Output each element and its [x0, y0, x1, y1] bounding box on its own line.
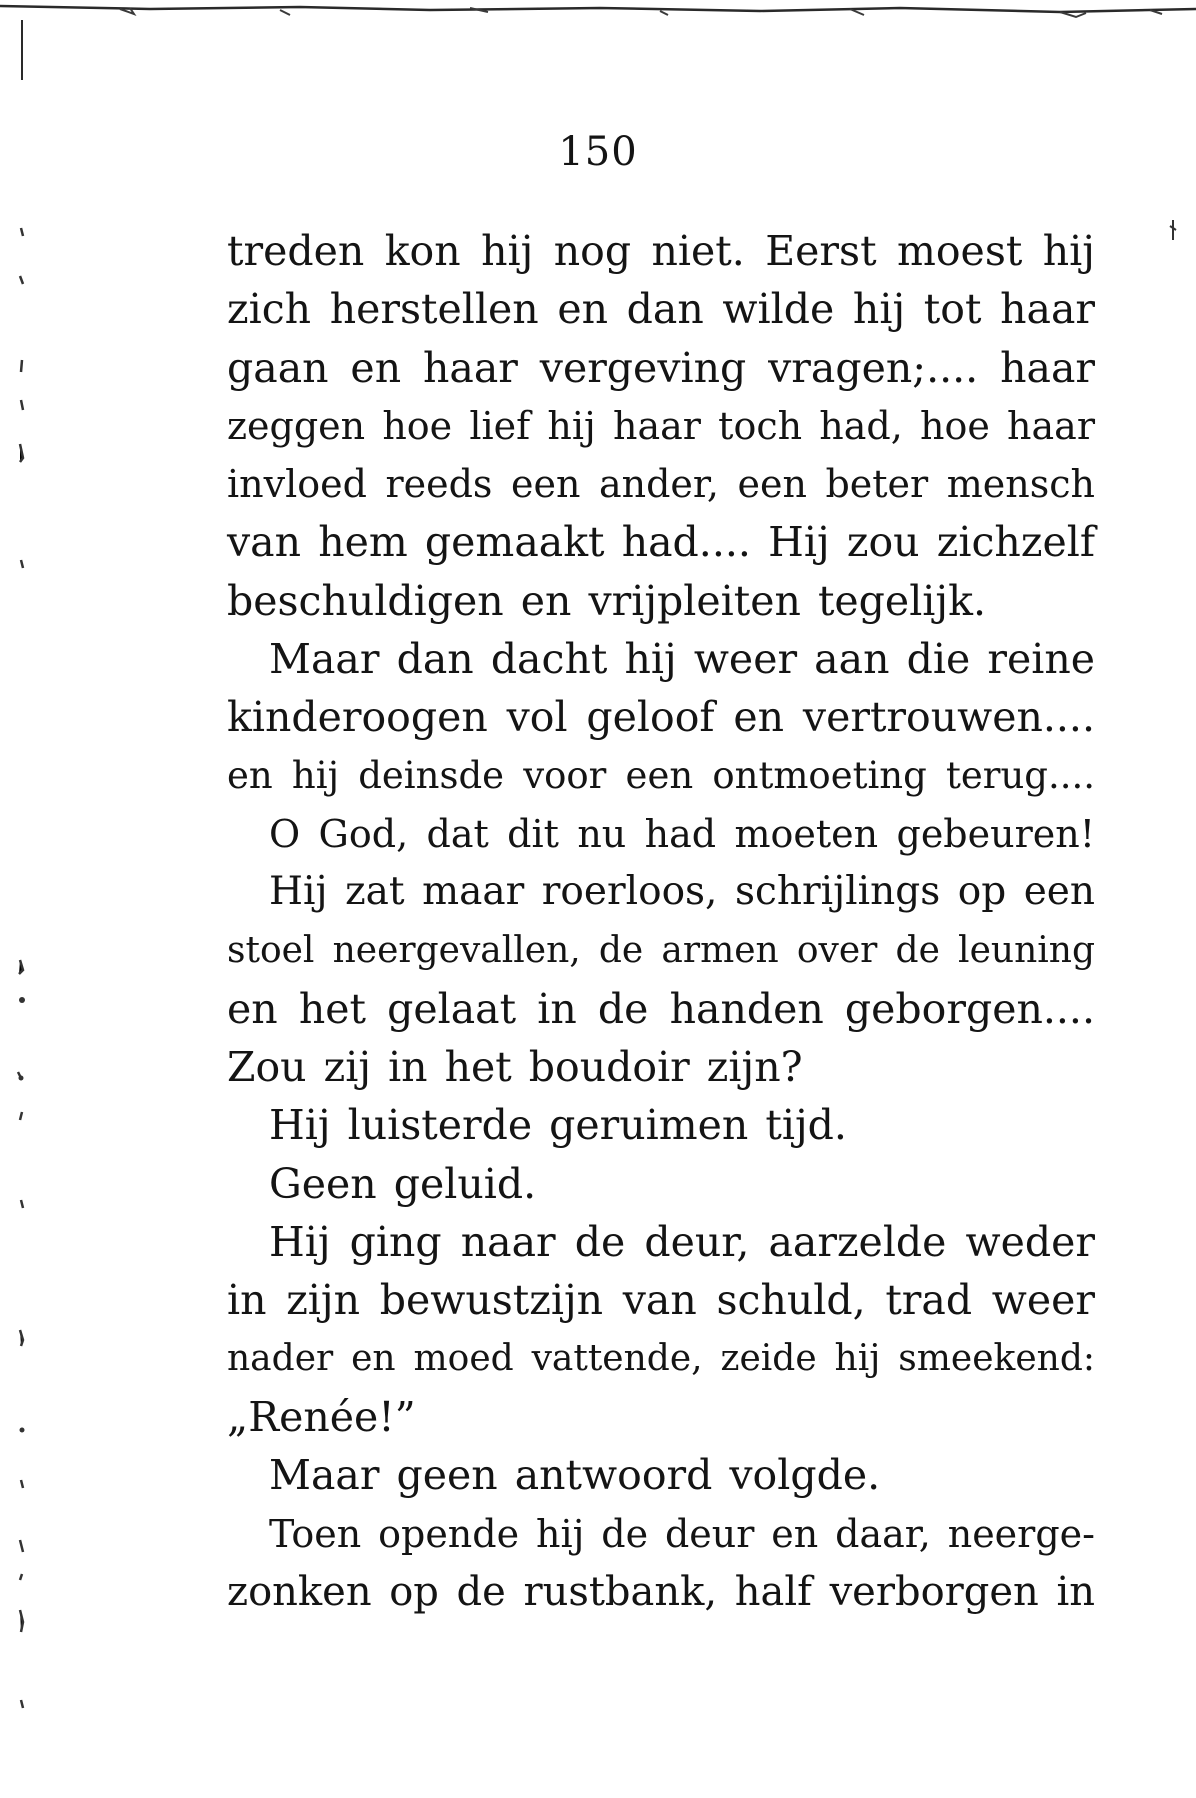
body-text: [227, 222, 1095, 1621]
text-line: beschuldigen en vrijpleiten tegelijk.: [227, 576, 987, 625]
text-line: gaan en haar vergeving vragen;.... haar: [227, 343, 1095, 392]
text-line: en het gelaat in de handen geborgen....: [227, 984, 1095, 1033]
scan-edge-left: [0, 0, 40, 1798]
text-line: stoel neergevallen, de armen over de leuning: [227, 929, 1095, 971]
text-line: nader en moed vattende, zeide hij smeekend:: [227, 1337, 1095, 1379]
text-line: Geen geluid.: [269, 1159, 537, 1208]
text-line: en hij deinsde voor een ontmoeting terug....: [227, 753, 1095, 797]
text-line: kinderoogen vol geloof en vertrouwen....: [227, 693, 1095, 742]
text-line: Hij ging naar de deur, aarzelde weder: [269, 1218, 1095, 1267]
text-line: Hij zat maar roerloos, schrijlings op een: [269, 869, 1095, 915]
text-line: zich herstellen en dan wilde hij tot haar: [227, 285, 1095, 334]
text-line: Maar dan dacht hij weer aan die reine: [269, 635, 1095, 684]
text-line: van hem gemaakt had.... Hij zou zichzelf: [227, 518, 1095, 567]
text-line: Toen opende hij de deur en daar, neerge-: [269, 1511, 1095, 1556]
page-number: 150: [558, 129, 638, 175]
text-line: Zou zij in het boudoir zijn?: [227, 1043, 803, 1092]
text-line: Maar geen antwoord volgde.: [269, 1451, 881, 1500]
text-line: invloed reeds een ander, een beter mensch: [227, 462, 1095, 507]
text-line: Hij luisterde geruimen tijd.: [269, 1101, 847, 1150]
text-line: O God, dat dit nu had moeten gebeuren!: [269, 811, 1095, 856]
text-line: „Renée!”: [227, 1392, 416, 1441]
text-line: treden kon hij nog niet. Eerst moest hij: [227, 227, 1095, 275]
text-line: zonken op de rustbank, half verborgen in: [227, 1568, 1095, 1615]
scan-speck-right: [1168, 218, 1178, 242]
text-line: zeggen hoe lief hij haar toch had, hoe haar: [227, 403, 1095, 448]
text-line: in zijn bewustzijn van schuld, trad weer: [227, 1276, 1095, 1325]
scan-edge-top: [0, 0, 1196, 24]
